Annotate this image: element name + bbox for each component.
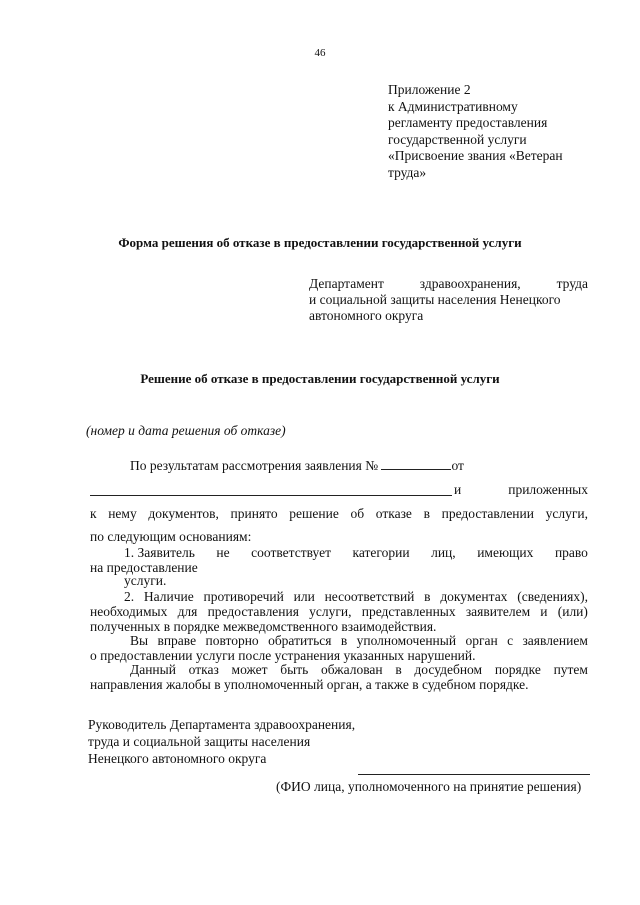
- word: или: [293, 589, 315, 604]
- body-line-10: полученных в порядке межведомственного взаимодействия.: [90, 619, 437, 634]
- word: для: [177, 604, 198, 619]
- signature-line: труда и социальной защиты населения: [88, 734, 311, 749]
- appendix-line: «Присвоение звания «Ветеран: [388, 148, 563, 163]
- word: путем: [553, 662, 588, 677]
- form-title: Форма решения об отказе в предоставлении государственной услуги: [118, 235, 522, 250]
- number-date-hint: (номер и дата решения об отказе): [86, 423, 286, 438]
- attached-word: приложенных: [508, 482, 588, 497]
- appendix-line: труда»: [388, 164, 427, 180]
- word: услуги,: [309, 604, 352, 619]
- word: отказе: [375, 506, 412, 521]
- body-line-13: [90, 662, 588, 678]
- word: документах: [440, 589, 508, 604]
- signature-block: [88, 716, 355, 767]
- word: документов,: [148, 506, 219, 521]
- word: услуги,: [545, 506, 588, 521]
- application-from: от: [451, 458, 464, 473]
- word: право: [554, 545, 588, 560]
- body-line-8: [90, 589, 588, 605]
- word: имеющих: [477, 545, 534, 560]
- word: отказ: [188, 662, 219, 677]
- word: нему: [108, 506, 137, 521]
- appendix-line: регламенту предоставления: [388, 115, 548, 130]
- word: 1. Заявитель: [124, 545, 195, 560]
- appendix-line: Приложение 2: [388, 82, 471, 97]
- word: в: [340, 633, 348, 648]
- application-date-blank: [90, 484, 452, 496]
- word: принято: [230, 506, 278, 521]
- body-line-3: [90, 506, 588, 522]
- signature-caption: (ФИО лица, уполномоченного на принятие решения): [276, 779, 582, 794]
- department-line-1: [309, 276, 588, 292]
- word: (сведениях),: [517, 589, 588, 604]
- word: с: [507, 633, 514, 648]
- word: противоречий: [203, 589, 284, 604]
- word: в: [424, 589, 431, 604]
- signature-blank: [358, 774, 590, 775]
- body-line-14: направления жалобы в уполномоченный орган, а также в судебном порядке.: [90, 677, 529, 692]
- word: несоответствий: [324, 589, 415, 604]
- word: Наличие: [143, 589, 194, 604]
- appendix-block: [388, 82, 563, 181]
- page-number: 46: [314, 47, 326, 59]
- word: лиц,: [431, 545, 456, 560]
- word: предоставления: [207, 604, 299, 619]
- department-line-2: и социальной защиты населения Ненецкого: [309, 292, 561, 307]
- word: заявлением: [522, 633, 588, 648]
- application-prefix: По результатам рассмотрения заявления №: [130, 458, 379, 473]
- word: категории: [352, 545, 410, 560]
- signature-line: Ненецкого автономного округа: [88, 751, 267, 766]
- word: обратиться: [268, 633, 332, 648]
- body-line-12: о предоставлении услуги после устранения указанных нарушений.: [90, 648, 476, 663]
- word: порядке: [494, 662, 541, 677]
- body-line-1: [130, 458, 464, 474]
- word: уполномоченный: [356, 633, 457, 648]
- word: заявителем: [465, 604, 531, 619]
- word: соответствует: [251, 545, 331, 560]
- word: в: [423, 506, 430, 521]
- word: не: [216, 545, 230, 560]
- word: обжалован: [320, 662, 383, 677]
- body-line-5: [90, 545, 588, 561]
- word: 2.: [124, 589, 135, 604]
- word: необходимых: [90, 604, 168, 619]
- body-line-7: услуги.: [124, 573, 167, 588]
- word: в: [395, 662, 402, 677]
- word: об: [350, 506, 365, 521]
- and-word: и: [454, 482, 462, 497]
- appendix-line: к Административному: [388, 98, 518, 114]
- application-number-blank: [381, 458, 451, 470]
- department-block: [309, 276, 588, 324]
- word: решение: [289, 506, 339, 521]
- word: и: [540, 604, 548, 619]
- word: (или): [557, 604, 588, 619]
- department-word: труда: [556, 276, 588, 291]
- appendix-line: государственной услуги: [388, 131, 527, 147]
- word: повторно: [205, 633, 259, 648]
- body-line-6: на предоставление: [90, 560, 198, 575]
- word: может: [231, 662, 268, 677]
- department-word: Департамент: [309, 276, 384, 291]
- body-line-4: по следующим основаниям:: [90, 529, 252, 544]
- body-line-9: [90, 604, 588, 620]
- word: орган: [465, 633, 498, 648]
- word: представленных: [361, 604, 456, 619]
- word: Данный: [130, 662, 176, 677]
- decision-title: Решение об отказе в предоставлении государственной услуги: [140, 371, 500, 386]
- word: вправе: [157, 633, 197, 648]
- department-word: здравоохранения,: [419, 276, 521, 291]
- word: к: [90, 506, 97, 521]
- word: досудебном: [414, 662, 483, 677]
- word: предоставлении: [441, 506, 534, 521]
- word: Вы: [130, 633, 149, 648]
- department-line-3: автономного округа: [309, 308, 424, 323]
- signature-line: Руководитель Департамента здравоохранения,: [88, 717, 356, 732]
- body-line-11: [90, 633, 588, 649]
- word: быть: [280, 662, 309, 677]
